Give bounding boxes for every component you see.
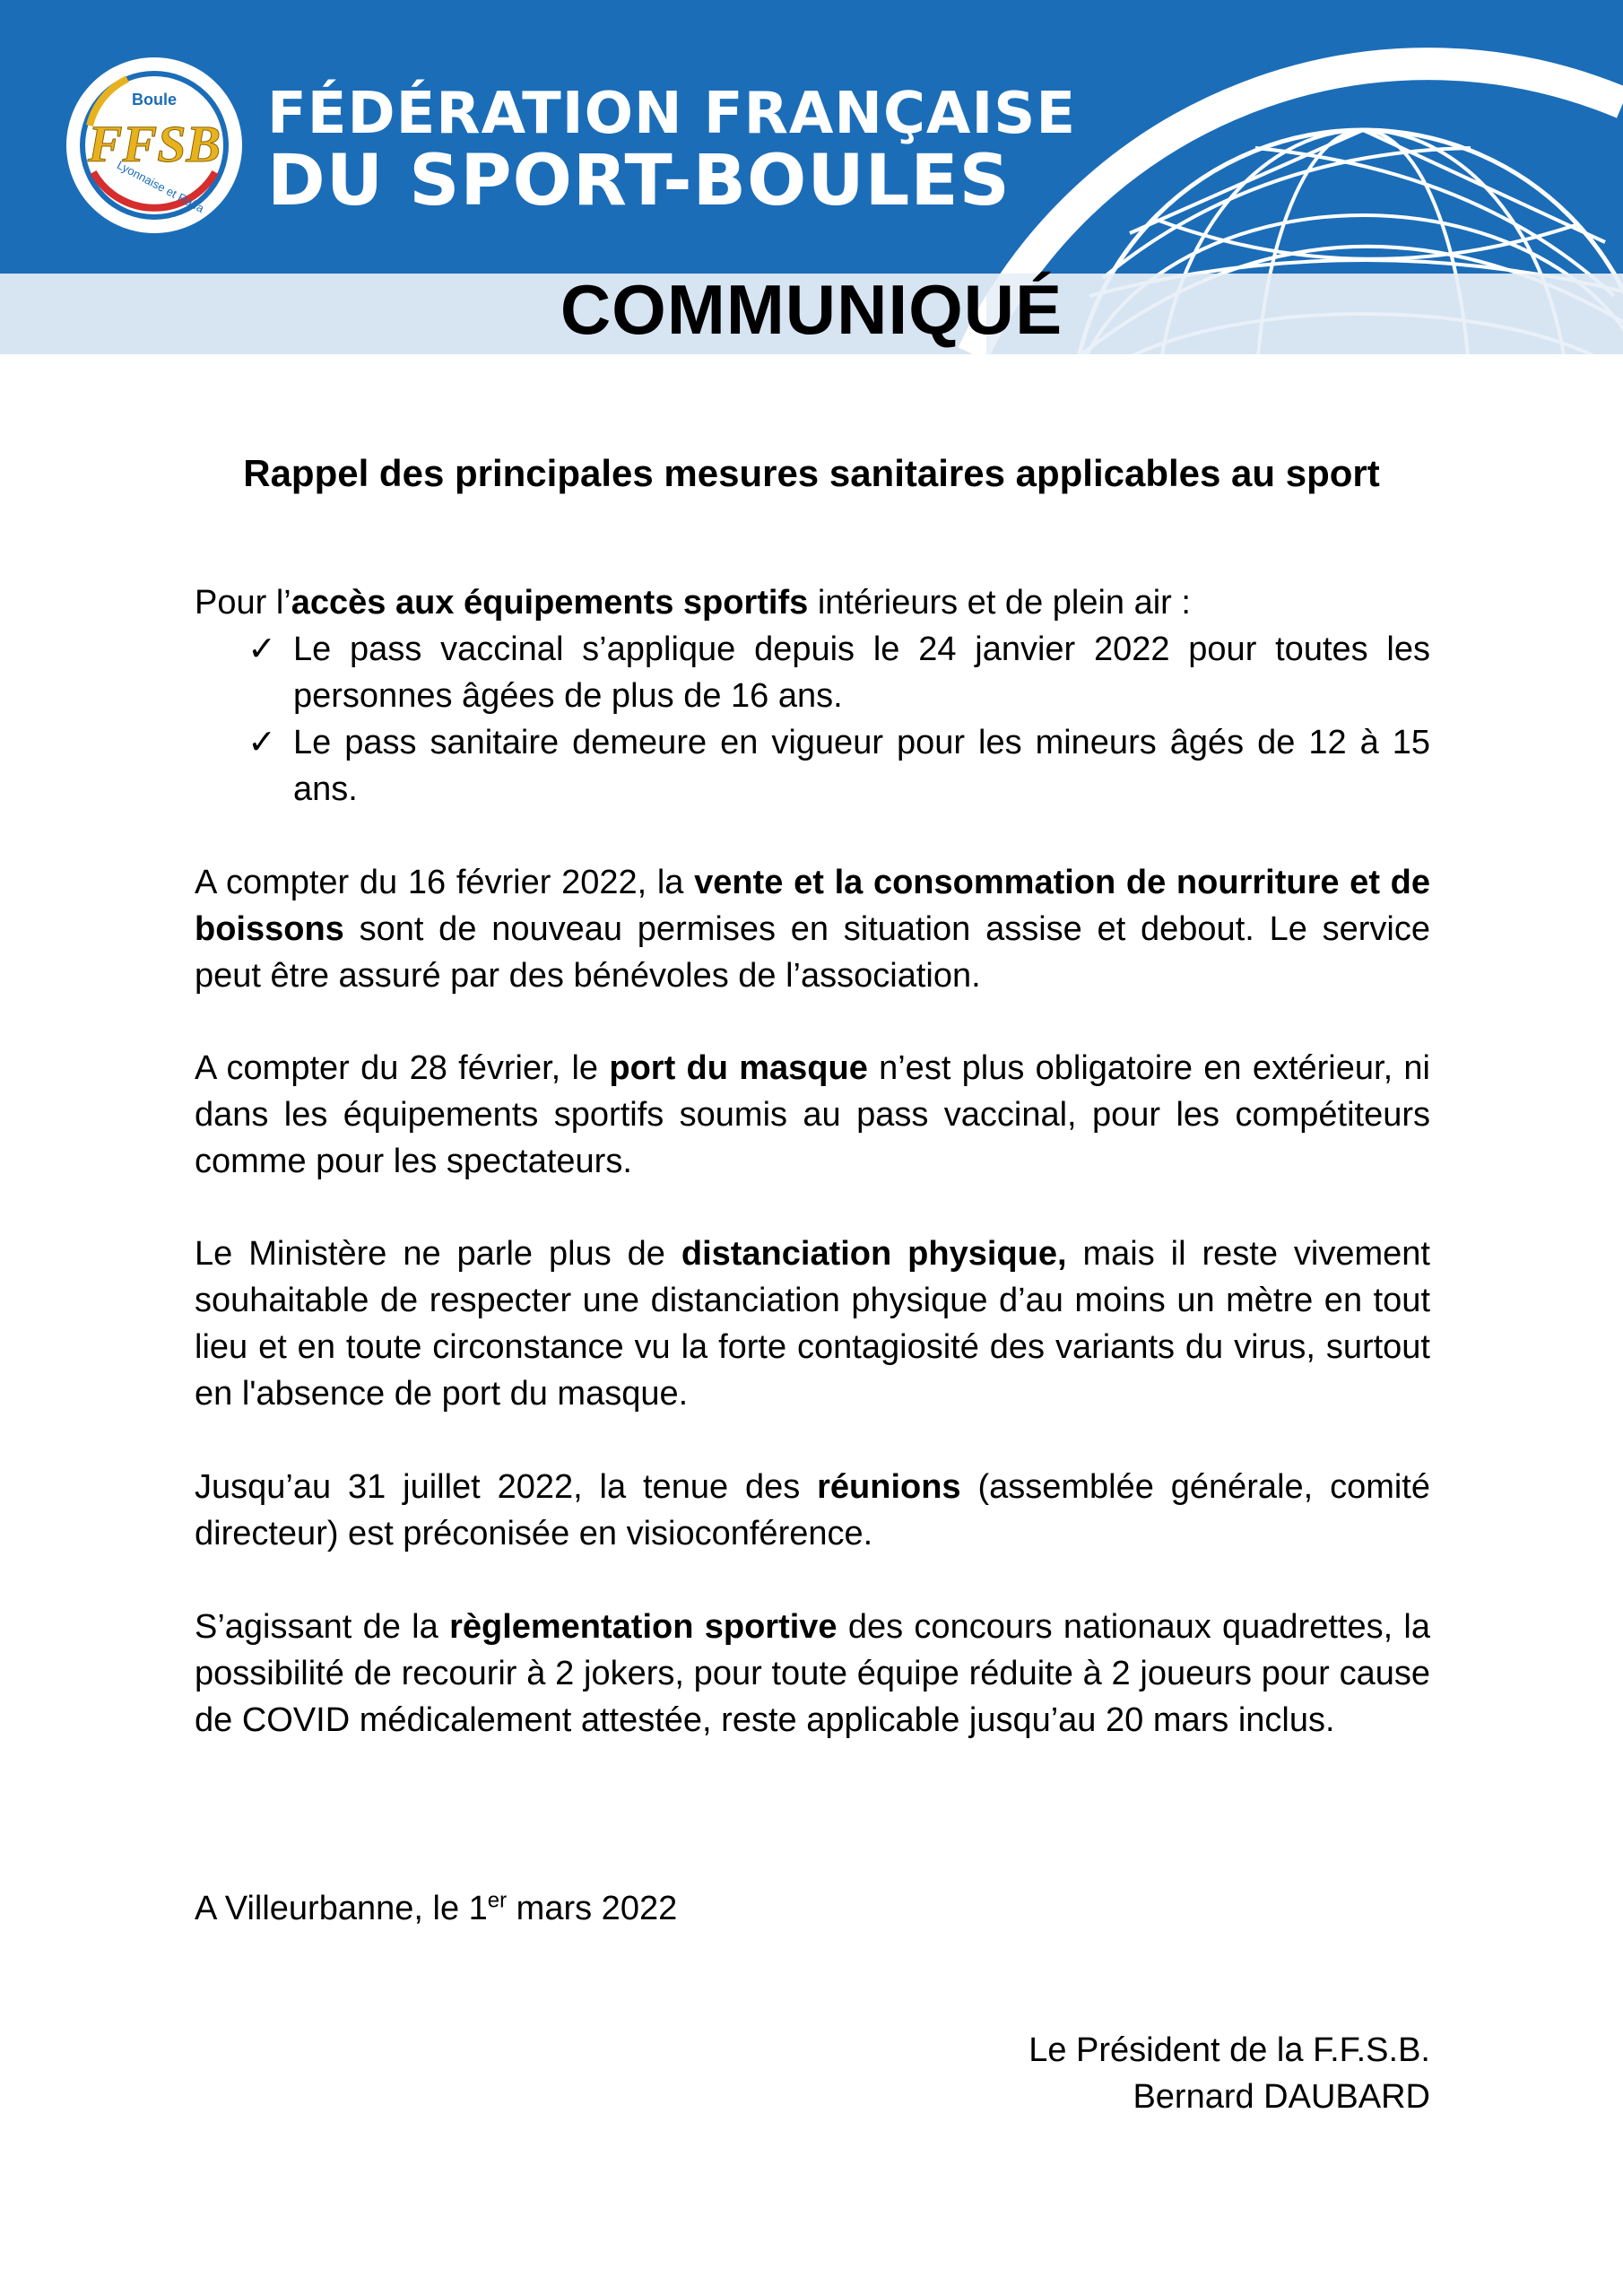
- paragraph-text: des concours nationaux quadrettes, la possibilité de recourir à 2 jokers, pour toute équipe réduite à 2 joueurs pour cause de COVID médicalement attestée, reste applicable jusqu’au 20 mars inclus.: [195, 1608, 1431, 1739]
- paragraph-food-drinks: [195, 859, 1430, 999]
- paragraph-bold: port du masque: [609, 1049, 868, 1087]
- checkmark-icon: ✓: [247, 631, 276, 668]
- ffsb-logo: [65, 56, 244, 235]
- organization-name-line1: FÉDÉRATION FRANÇAISE: [267, 81, 1077, 147]
- intro-post: intérieurs et de plein air :: [808, 584, 1191, 622]
- document-subtitle: Rappel des principales mesures sanitaires applicables au sport: [243, 452, 1380, 494]
- list-item: [195, 626, 1430, 719]
- document-date: [195, 1885, 677, 1932]
- paragraph-bold: distanciation physique,: [681, 1235, 1067, 1273]
- signature-name: Bernard DAUBARD: [1133, 2078, 1430, 2116]
- intro-paragraph: [195, 579, 1191, 626]
- organization-name-line2: DU SPORT-BOULES: [267, 141, 1011, 222]
- date-text: A Villeurbanne, le 1: [195, 1890, 488, 1927]
- organization-name: [267, 81, 1077, 222]
- paragraph-text: Le Ministère ne parle plus de: [195, 1235, 681, 1273]
- svg-text:Boule: Boule: [131, 91, 178, 109]
- list-item: [195, 719, 1430, 813]
- paragraph-text: S’agissant de la: [195, 1608, 450, 1646]
- paragraph-bold: vente et la consommation de nourriture et de boissons: [195, 864, 1431, 948]
- header-banner: [0, 0, 1623, 354]
- paragraph-text: sont de nouveau permises en situation assise et debout. Le service peut être assuré par des bénévoles de l’association.: [195, 910, 1430, 995]
- date-superscript: er: [487, 1888, 508, 1913]
- paragraph-bold: réunions: [817, 1468, 961, 1506]
- paragraph-text: n’est plus obligatoire en extérieur, ni dans les équipements sportifs soumis au pass vaccinal, pour les compétiteurs comme pour les spectateurs.: [195, 1049, 1430, 1180]
- intro-bold: accès aux équipements sportifs: [291, 584, 809, 622]
- paragraph-bold: règlementation sportive: [449, 1608, 838, 1646]
- checkmark-icon: ✓: [247, 724, 276, 761]
- list-item-text: Le pass sanitaire demeure en vigueur pour les mineurs âgés de 12 à 15 ans.: [293, 724, 1430, 808]
- page-title: COMMUNIQUÉ: [560, 270, 1063, 349]
- intro-pre: Pour l’: [195, 584, 291, 622]
- signature-title: Le Président de la F.F.S.B.: [1028, 2031, 1430, 2069]
- paragraph-meetings: [195, 1464, 1430, 1557]
- svg-text:FFSB: FFSB: [87, 115, 221, 173]
- paragraph-distancing: [195, 1231, 1430, 1417]
- paragraph-text: Jusqu’au 31 juillet 2022, la tenue des: [195, 1468, 818, 1506]
- paragraph-regulations: [195, 1604, 1430, 1744]
- paragraph-text: A compter du 28 février, le: [195, 1049, 610, 1087]
- list-item-text: Le pass vaccinal s’applique depuis le 24 janvier 2022 pour toutes les personnes âgées de plus de 16 ans.: [293, 631, 1430, 715]
- paragraph-text: mais il reste vivement souhaitable de respecter une distanciation physique d’au moins un mètre en tout lieu et en toute circonstance vu la forte contagiosité des variants du virus, surtout en l'absence de port du masque.: [195, 1235, 1430, 1413]
- paragraph-text: A compter du 16 février 2022, la: [195, 864, 695, 901]
- signature-block: [1028, 2027, 1430, 2120]
- date-text: mars 2022: [507, 1890, 678, 1927]
- svg-text:Lyonnaise et Raffa: Lyonnaise et Raffa: [115, 158, 207, 215]
- paragraph-mask: [195, 1045, 1430, 1185]
- paragraph-text: (assemblée générale, comité directeur) est préconisée en visioconférence.: [195, 1468, 1430, 1552]
